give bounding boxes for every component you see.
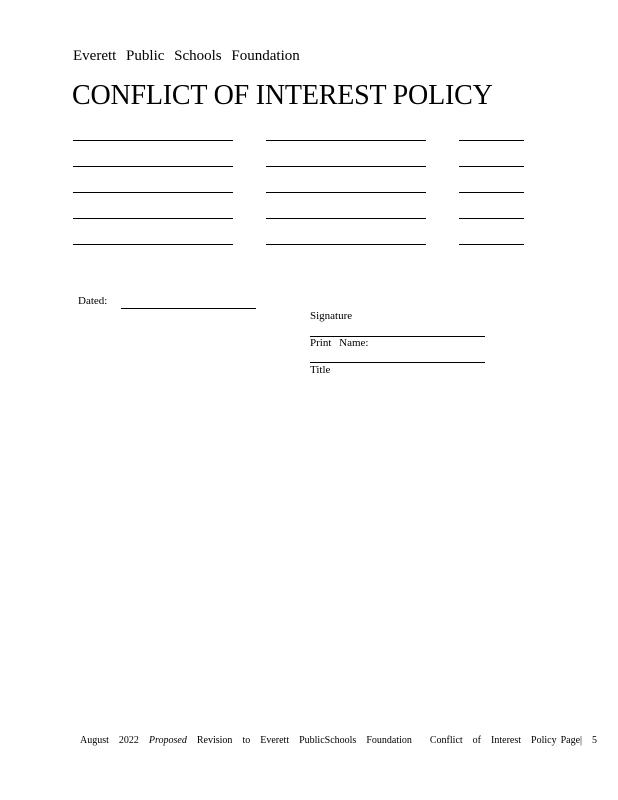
footer-text: Page|: [560, 735, 583, 746]
title-label: Title: [310, 364, 331, 376]
footer-text: of: [472, 735, 482, 746]
signature-label: Signature: [310, 310, 353, 322]
footer-text: 2022: [118, 735, 139, 746]
footer-text: Conflict: [429, 735, 463, 746]
footer-text: Interest: [491, 735, 522, 746]
organization-name: Everett Public Schools Foundation: [73, 48, 300, 64]
page-number: 5: [592, 735, 598, 746]
footer-text: to: [242, 735, 251, 746]
dated-label: Dated:: [78, 295, 108, 307]
print-name-label: Print Name:: [310, 337, 369, 349]
footer-text: Policy: [531, 735, 557, 746]
blank-line: [73, 140, 233, 141]
blank-line: [266, 140, 426, 141]
footer-text: Everett: [260, 735, 290, 746]
blank-line: [73, 218, 233, 219]
blank-line: [73, 166, 233, 167]
blank-line: [266, 244, 426, 245]
blank-line: [459, 218, 524, 219]
blank-line: [459, 192, 524, 193]
footer-text: Foundation: [366, 735, 412, 746]
blank-line: [459, 166, 524, 167]
blank-line: [459, 140, 524, 141]
dated-line[interactable]: [121, 308, 256, 309]
blank-line: [266, 218, 426, 219]
blank-line: [266, 166, 426, 167]
footer-text: August: [80, 735, 109, 746]
blank-line: [73, 244, 233, 245]
blank-line: [266, 192, 426, 193]
page-title: CONFLICT OF INTEREST POLICY: [72, 80, 493, 111]
blank-line: [73, 192, 233, 193]
footer-text: Revision: [196, 735, 233, 746]
page-footer: [80, 735, 607, 746]
blank-line: [459, 244, 524, 245]
footer-text: Proposed: [148, 735, 187, 746]
print-name-line[interactable]: [310, 362, 485, 363]
footer-text: PublicSchools: [299, 735, 357, 746]
